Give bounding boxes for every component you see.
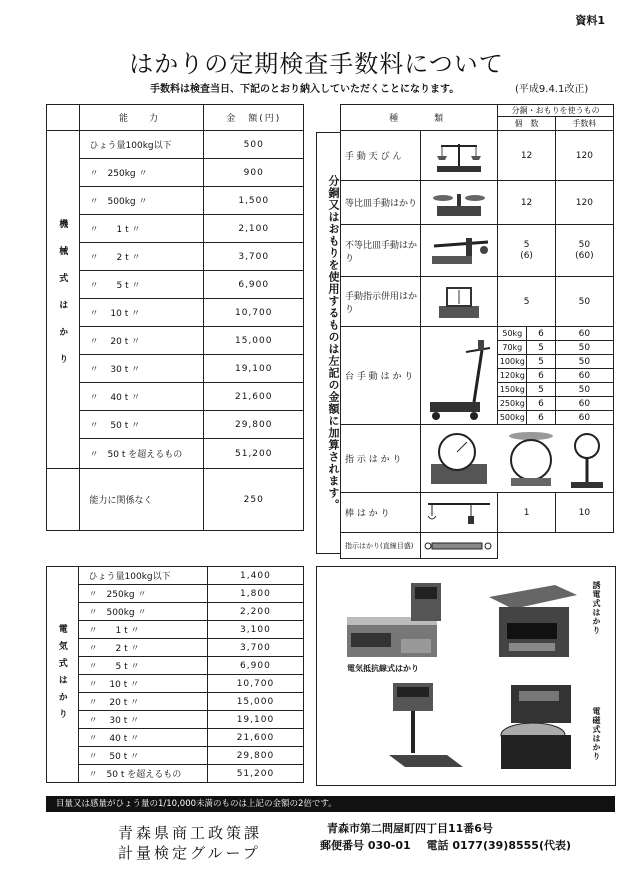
scale-type-direct-indicator: 指示はかり(直線目盛) <box>341 533 421 559</box>
weights-fee-header: 手数料 <box>555 117 613 131</box>
steelyard-illustration <box>421 493 498 533</box>
mech-fee-10: 29,800 <box>204 411 304 439</box>
electric-scales-photos <box>316 566 616 786</box>
elec-fee-2: 2,200 <box>207 603 303 621</box>
scale-type-equal-arm: 等比皿手動はかり <box>341 181 421 225</box>
unequal-arm-fee: 50 (60) <box>555 225 613 277</box>
electromagnetic-scale-label: 電磁式はかり <box>592 707 601 761</box>
mech-cap-7: 〃 20 t 〃 <box>79 327 204 355</box>
elec-cap-1: 〃 250kg 〃 <box>78 585 207 603</box>
mech-cap-6: 〃 10 t 〃 <box>79 299 204 327</box>
mech-cap-9: 〃 40 t 〃 <box>79 383 204 411</box>
platform-fee-0: 60 <box>555 327 613 341</box>
platform-cap-0: 50kg <box>498 327 527 341</box>
manual-balance-count: 12 <box>498 131 555 181</box>
manual-indicator-count: 5 <box>498 277 555 327</box>
elec-cap-7: 〃 20 t 〃 <box>78 693 207 711</box>
mech-fee-4: 3,700 <box>204 243 304 271</box>
elec-cap-4: 〃 2 t 〃 <box>78 639 207 657</box>
mech-fee-1: 900 <box>204 159 304 187</box>
org-address: 青森市第二問屋町四丁目11番6号 <box>327 822 493 835</box>
manual-indicator-fee: 50 <box>555 277 613 327</box>
scale-type-manual-balance: 手 動 天 び ん <box>341 131 421 181</box>
elec-fee-1: 1,800 <box>207 585 303 603</box>
platform-count-1: 5 <box>527 341 556 355</box>
platform-cap-5: 250kg <box>498 397 527 411</box>
elec-fee-6: 10,700 <box>207 675 303 693</box>
weights-note: 分銅又はおもりを使用するものは左記の金額に加算されます。 <box>316 132 341 554</box>
equal-arm-illustration <box>421 181 498 225</box>
revision-note: (平成9.4.1改正) <box>515 84 589 95</box>
mech-cap-0: ひょう量100kg以下 <box>79 131 204 159</box>
elec-cap-8: 〃 30 t 〃 <box>78 711 207 729</box>
any-capacity-label: 能力に関係なく <box>79 469 204 531</box>
platform-fee-6: 60 <box>555 411 613 425</box>
platform-fee-2: 50 <box>555 355 613 369</box>
elec-fee-5: 6,900 <box>207 657 303 675</box>
org-zip: 郵便番号 030-01 <box>320 839 411 852</box>
elec-fee-10: 29,800 <box>207 747 303 765</box>
type-header: 種 類 <box>341 105 498 131</box>
mech-cap-1: 〃 250kg 〃 <box>79 159 204 187</box>
steelyard-fee: 10 <box>555 493 613 533</box>
mech-fee-11: 51,200 <box>204 439 304 469</box>
capacity-header: 能 力 <box>79 105 204 131</box>
mech-fee-9: 21,600 <box>204 383 304 411</box>
elec-fee-0: 1,400 <box>207 567 303 585</box>
platform-fee-4: 50 <box>555 383 613 397</box>
unequal-arm-illustration <box>421 225 498 277</box>
mechanical-side-label: 機械式はかり <box>47 131 80 469</box>
any-capacity-fee: 250 <box>204 469 304 531</box>
platform-count-0: 6 <box>527 327 556 341</box>
mech-cap-2: 〃 500kg 〃 <box>79 187 204 215</box>
equal-arm-count: 12 <box>498 181 555 225</box>
mech-cap-8: 〃 30 t 〃 <box>79 355 204 383</box>
platform-count-5: 6 <box>527 397 556 411</box>
platform-fee-3: 60 <box>555 369 613 383</box>
platform-cap-2: 100kg <box>498 355 527 369</box>
elec-fee-11: 51,200 <box>207 765 303 783</box>
platform-cap-1: 70kg <box>498 341 527 355</box>
elec-fee-3: 3,100 <box>207 621 303 639</box>
unequal-arm-count: 5 (6) <box>498 225 555 277</box>
resistance-scale-photo <box>341 577 461 669</box>
subtitle: 手数料は検査当日、下記のとおり納入していただくことになります。 <box>150 84 460 95</box>
mech-fee-7: 15,000 <box>204 327 304 355</box>
scale-type-unequal-arm: 不等比皿手動はかり <box>341 225 421 277</box>
elec-cap-10: 〃 50 t 〃 <box>78 747 207 765</box>
mech-cap-3: 〃 1 t 〃 <box>79 215 204 243</box>
induction-scale-photo <box>485 577 581 667</box>
induction-scale-label: 誘電式はかり <box>592 581 601 635</box>
indicator-scales-illustration <box>421 425 614 493</box>
elec-cap-5: 〃 5 t 〃 <box>78 657 207 675</box>
elec-cap-0: ひょう量100kg以下 <box>78 567 207 585</box>
page-title: はかりの定期検査手数料について <box>129 50 504 78</box>
elec-fee-4: 3,700 <box>207 639 303 657</box>
platform-fee-1: 50 <box>555 341 613 355</box>
org-phone: 電話 0177(39)8555(代表) <box>426 839 571 852</box>
document-label: 資料1 <box>575 14 605 27</box>
elec-cap-6: 〃 10 t 〃 <box>78 675 207 693</box>
fee-header: 金 額(円) <box>204 105 304 131</box>
weights-group-header: 分銅・おもりを使うもの <box>498 105 614 117</box>
steelyard-count: 1 <box>498 493 555 533</box>
equal-arm-fee: 120 <box>555 181 613 225</box>
mech-cap-4: 〃 2 t 〃 <box>79 243 204 271</box>
platform-count-4: 5 <box>527 383 556 397</box>
scale-type-steelyard: 棒 は か り <box>341 493 421 533</box>
direct-scale-illustration <box>421 533 498 559</box>
platform-count-6: 6 <box>527 411 556 425</box>
platform-count-3: 6 <box>527 369 556 383</box>
mech-fee-6: 10,700 <box>204 299 304 327</box>
platform-electric-photo <box>387 675 467 775</box>
platform-fee-5: 60 <box>555 397 613 411</box>
elec-fee-9: 21,600 <box>207 729 303 747</box>
scale-type-platform: 台 手 動 は か り <box>341 327 421 425</box>
elec-fee-8: 19,100 <box>207 711 303 729</box>
elec-fee-7: 15,000 <box>207 693 303 711</box>
count-header: 個 数 <box>498 117 555 131</box>
electromagnetic-scale-photo <box>493 675 585 775</box>
electric-fee-table <box>46 566 304 783</box>
mech-cap-10: 〃 50 t 〃 <box>79 411 204 439</box>
elec-cap-9: 〃 40 t 〃 <box>78 729 207 747</box>
manual-balance-fee: 120 <box>555 131 613 181</box>
platform-cap-4: 150kg <box>498 383 527 397</box>
electric-side-label: 電気式はかり <box>47 567 79 783</box>
resistance-scale-label: 電気抵抗線式はかり <box>347 664 419 673</box>
platform-scale-illustration <box>421 327 498 425</box>
manual-indicator-illustration <box>421 277 498 327</box>
mech-fee-8: 19,100 <box>204 355 304 383</box>
weights-table <box>340 104 614 559</box>
scale-type-indicator: 指 示 は か り <box>341 425 421 493</box>
mechanical-fee-table <box>46 104 304 531</box>
org-name-line1: 青森県商工政策課 <box>118 824 263 842</box>
org-name-line2: 計量検定グループ <box>118 844 261 862</box>
elec-cap-11: 〃 50 t を超えるもの <box>78 765 207 783</box>
mech-fee-0: 500 <box>204 131 304 159</box>
manual-balance-illustration <box>421 131 498 181</box>
mech-cap-11: 〃 50 t を超えるもの <box>79 439 204 469</box>
mech-fee-5: 6,900 <box>204 271 304 299</box>
footer-note: 目量又は感量がひょう量の1/10,000未満のものは上記の金額の2倍です。 <box>46 796 615 812</box>
mech-fee-3: 2,100 <box>204 215 304 243</box>
elec-cap-2: 〃 500kg 〃 <box>78 603 207 621</box>
platform-cap-3: 120kg <box>498 369 527 383</box>
mech-fee-2: 1,500 <box>204 187 304 215</box>
mech-cap-5: 〃 5 t 〃 <box>79 271 204 299</box>
platform-cap-6: 500kg <box>498 411 527 425</box>
elec-cap-3: 〃 1 t 〃 <box>78 621 207 639</box>
org-zip-phone <box>320 837 571 853</box>
scale-type-manual-indicator: 手動指示併用はかり <box>341 277 421 327</box>
platform-count-2: 5 <box>527 355 556 369</box>
